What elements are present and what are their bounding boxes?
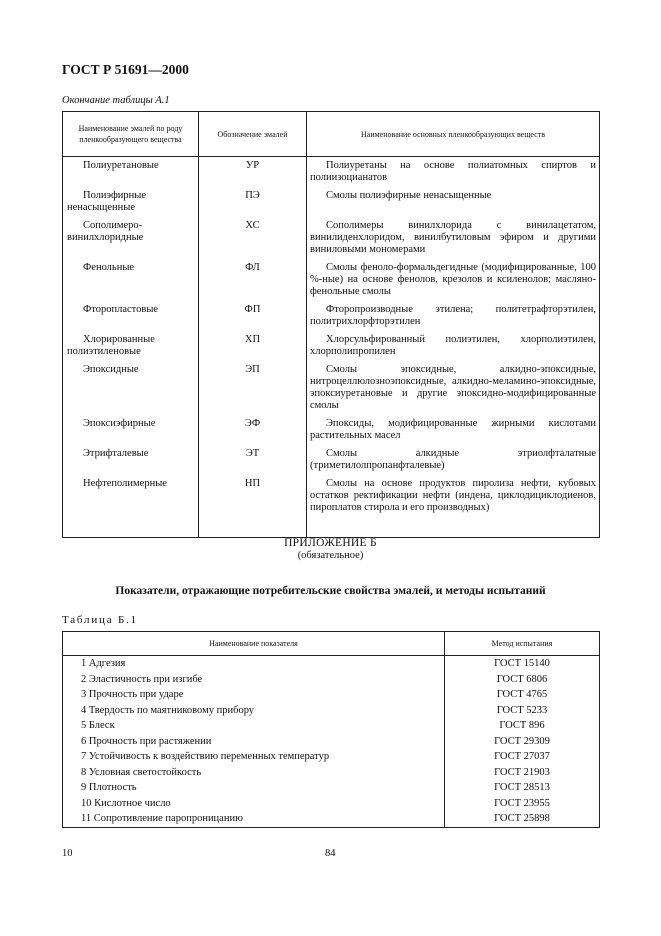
- enamel-code: ХП: [199, 331, 307, 361]
- enamel-substance: Полиуретаны на основе полиатомных спиртов и полиизоцианатов: [307, 157, 600, 188]
- enamel-type: Полиуретановые: [83, 160, 159, 171]
- column-header: Наименование основных пленкообразующих веществ: [307, 112, 600, 157]
- table-row: [63, 331, 600, 361]
- table-row: [63, 187, 600, 217]
- table-header-row: [63, 112, 600, 157]
- table-row: [63, 734, 600, 750]
- enamel-type: Фенольные: [83, 262, 135, 273]
- indicator-name: 5 Блеск: [63, 718, 445, 734]
- table-row: [63, 749, 600, 765]
- appendix-heading: Показатели, отражающие потребительские свойства эмалей, и методы испытаний: [115, 585, 546, 597]
- table-row: [63, 703, 600, 719]
- indicator-name: 8 Условная светостойкость: [63, 765, 445, 781]
- table-row: [63, 718, 600, 734]
- table-continuation-label: Окончание таблицы А.1: [62, 95, 170, 106]
- table-row: [63, 687, 600, 703]
- enamel-substance: Фторопроизводные этилена; политетрафторэтилен, политрихлорфторэтилен: [307, 301, 600, 331]
- column-header: Метод испытания: [445, 632, 600, 656]
- table-row: [63, 796, 600, 812]
- enamel-code: УР: [199, 157, 307, 188]
- enamel-type: Сополимеро-винилхлоридные: [67, 220, 144, 243]
- indicator-name: 10 Кислотное число: [63, 796, 445, 812]
- enamel-type: Полиэфирные ненасыщенные: [67, 190, 147, 213]
- test-method: ГОСТ 4765: [445, 687, 600, 703]
- test-method: ГОСТ 23955: [445, 796, 600, 812]
- table-row: [63, 445, 600, 475]
- enamel-type: Хлорированные полиэтиленовые: [67, 334, 155, 357]
- indicator-name: 7 Устойчивость к воздействию переменных температур: [63, 749, 445, 765]
- indicator-name: 9 Плотность: [63, 780, 445, 796]
- table-row: [63, 672, 600, 688]
- test-method: ГОСТ 5233: [445, 703, 600, 719]
- test-method: ГОСТ 25898: [445, 811, 600, 827]
- enamel-code: ФЛ: [199, 259, 307, 301]
- enamel-code: ПЭ: [199, 187, 307, 217]
- table-caption: Таблица Б.1: [62, 614, 138, 626]
- appendix-status: (обязательное): [297, 550, 364, 561]
- table-a1: [62, 111, 600, 538]
- enamel-substance: Смолы эпоксидные, алкидно-эпоксидные, нитроцеллюлозноэпоксидные, алкидно-меламино-эпоксидные, эпоксиуретановые и другие эпоксидно-модифицированные смолы: [307, 361, 600, 415]
- table-header-row: [63, 632, 600, 656]
- page-number-center: 84: [325, 848, 336, 859]
- indicator-name: 3 Прочность при ударе: [63, 687, 445, 703]
- enamel-substance: Сополимеры винилхлорида с винилацетатом, винилиденхлоридом, винилбутиловым эфиром и другими виниловыми мономерами: [307, 217, 600, 259]
- enamel-type: Эпоксидные: [83, 364, 139, 375]
- test-method: ГОСТ 6806: [445, 672, 600, 688]
- indicator-name: 1 Адгезия: [63, 656, 445, 672]
- table-row: [63, 811, 600, 827]
- table-row: [63, 157, 600, 188]
- test-method: ГОСТ 21903: [445, 765, 600, 781]
- indicator-name: 6 Прочность при растяжении: [63, 734, 445, 750]
- enamel-code: ЭФ: [199, 415, 307, 445]
- table-row: [63, 415, 600, 445]
- enamel-substance: Смолы алкидные этриолфталатные (триметилолпропанфталевые): [307, 445, 600, 475]
- column-header: Наименование эмалей по роду пленкообразующего вещества: [63, 112, 199, 157]
- enamel-code: ХС: [199, 217, 307, 259]
- table-row: [63, 656, 600, 672]
- enamel-code: НП: [199, 475, 307, 538]
- table-row: [63, 361, 600, 415]
- indicator-name: 11 Сопротивление паропроницанию: [63, 811, 445, 827]
- enamel-substance: Смолы на основе продуктов пиролиза нефти, кубовых остатков ректификации нефти (индена, циклодициклодиенов, пироплатов стирола и его производных): [307, 475, 600, 538]
- enamel-substance: Хлорсульфированный полиэтилен, хлорполиэтилен, хлорполипропилен: [307, 331, 600, 361]
- enamel-type: Фторопластовые: [83, 304, 159, 315]
- table-row: [63, 301, 600, 331]
- table-row: [63, 217, 600, 259]
- test-method: ГОСТ 28513: [445, 780, 600, 796]
- enamel-substance: Эпоксиды, модифицированные жирными кислотами растительных масел: [307, 415, 600, 445]
- test-method: ГОСТ 27037: [445, 749, 600, 765]
- enamel-type: Нефтеполимерные: [83, 478, 167, 489]
- table-row: [63, 475, 600, 538]
- enamel-type: Эпоксиэфирные: [83, 418, 156, 429]
- document-header: ГОСТ Р 51691—2000: [62, 62, 189, 77]
- table-row: [63, 780, 600, 796]
- table-b1: [62, 631, 600, 828]
- enamel-type: Этрифталевые: [83, 448, 149, 459]
- indicator-name: 2 Эластичность при изгибе: [63, 672, 445, 688]
- test-method: ГОСТ 896: [445, 718, 600, 734]
- enamel-substance: Смолы полиэфирные ненасыщенные: [307, 187, 600, 217]
- page-number-left: 10: [62, 848, 73, 859]
- column-header: Наименование показателя: [63, 632, 445, 656]
- table-row: [63, 765, 600, 781]
- enamel-code: ЭП: [199, 361, 307, 415]
- enamel-substance: Смолы феноло-формальдегидные (модифицированные, 100 %-ные) на основе фенолов, крезолов и ксиленолов; масляно-фенольные смолы: [307, 259, 600, 301]
- test-method: ГОСТ 15140: [445, 656, 600, 672]
- test-method: ГОСТ 29309: [445, 734, 600, 750]
- table-row: [63, 259, 600, 301]
- enamel-code: ФП: [199, 301, 307, 331]
- indicator-name: 4 Твердость по маятниковому прибору: [63, 703, 445, 719]
- column-header: Обозначение эмалей: [199, 112, 307, 157]
- appendix-title: ПРИЛОЖЕНИЕ Б: [284, 537, 377, 549]
- enamel-code: ЭТ: [199, 445, 307, 475]
